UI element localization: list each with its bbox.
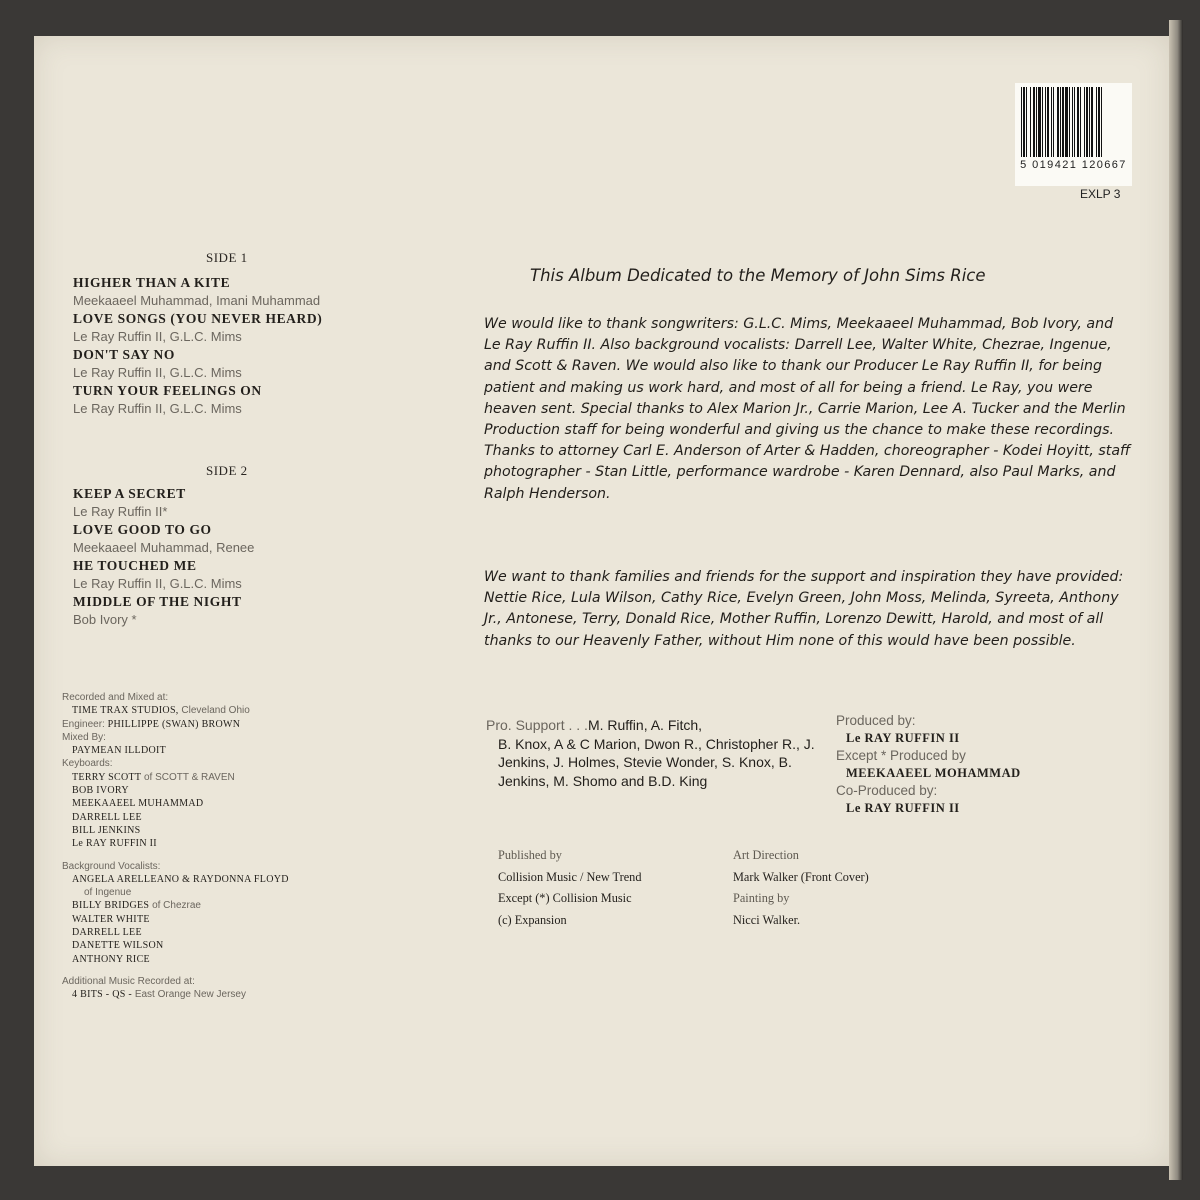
barcode-bar bbox=[1098, 87, 1100, 157]
art-direction-label: Art Direction bbox=[733, 848, 799, 862]
publisher-line: Collision Music / New Trend bbox=[498, 869, 642, 884]
painter: Nicci Walker. bbox=[733, 912, 801, 927]
barcode-bar bbox=[1062, 87, 1064, 157]
track-title: DON'T SAY NO bbox=[73, 347, 175, 362]
mixed-label: Mixed By: bbox=[62, 731, 106, 743]
barcode-bar bbox=[1053, 87, 1054, 157]
track-writers: Le Ray Ruffin II, G.L.C. Mims bbox=[73, 576, 242, 591]
side1-heading: SIDE 1 bbox=[206, 250, 248, 265]
keyboards-name: Le RAY RUFFIN II bbox=[72, 838, 157, 850]
studio-name: TIME TRAX STUDIOS, bbox=[72, 705, 179, 717]
barcode-bar bbox=[1077, 87, 1079, 157]
vocalists-group bbox=[62, 886, 322, 899]
track-title: MIDDLE OF THE NIGHT bbox=[73, 594, 242, 609]
keyboards-line bbox=[62, 771, 322, 784]
barcode-bar bbox=[1074, 87, 1075, 157]
barcode-bar bbox=[1096, 87, 1097, 157]
track-title: HE TOUCHED ME bbox=[73, 558, 197, 573]
except-producer-name: MEEKAAEEL MOHAMMAD bbox=[846, 765, 1021, 780]
barcode-bar bbox=[1057, 87, 1059, 157]
engineer-line bbox=[62, 718, 322, 731]
track-writers: Meekaaeel Muhammad, Imani Muhammad bbox=[73, 293, 321, 308]
publisher-line: (c) Expansion bbox=[498, 912, 567, 927]
track-title: KEEP A SECRET bbox=[73, 486, 186, 501]
publishing-credits bbox=[498, 845, 718, 931]
spacer bbox=[62, 851, 322, 860]
spacer bbox=[62, 966, 322, 975]
except-label: Except * Produced by bbox=[836, 748, 966, 764]
art-credits bbox=[733, 845, 953, 931]
track-list-item bbox=[73, 346, 383, 382]
vocalists-label: Background Vocalists: bbox=[62, 860, 161, 872]
barcode bbox=[1015, 83, 1132, 186]
keyboards-label: Keyboards: bbox=[62, 758, 113, 770]
barcode-bar bbox=[1080, 87, 1081, 157]
keyboards-name: MEEKAAEEL MUHAMMAD bbox=[72, 798, 204, 810]
track-writers: Le Ray Ruffin II, G.L.C. Mims bbox=[73, 401, 242, 416]
pro-support-first-line bbox=[486, 717, 702, 733]
vocalists-name: DANETTE WILSON bbox=[72, 940, 164, 952]
studio-line bbox=[62, 704, 322, 717]
track-list-item bbox=[73, 485, 383, 521]
additional-line bbox=[62, 988, 322, 1001]
vocalists-group: of Chezrae bbox=[152, 900, 201, 912]
barcode-bar bbox=[1065, 87, 1068, 157]
barcode-bar bbox=[1026, 87, 1027, 157]
pro-support bbox=[486, 716, 816, 790]
barcode-bar bbox=[1084, 87, 1085, 157]
track-writers: Le Ray Ruffin II, G.L.C. Mims bbox=[73, 365, 242, 380]
barcode-bar bbox=[1069, 87, 1070, 157]
barcode-bar bbox=[1089, 87, 1090, 157]
barcode-bar bbox=[1060, 87, 1061, 157]
keyboards-name: BILL JENKINS bbox=[72, 824, 141, 836]
additional-studio: 4 BITS - QS - bbox=[72, 989, 133, 1001]
barcode-bars bbox=[1021, 87, 1127, 157]
pro-support-label: Pro. Support . . . bbox=[486, 717, 588, 733]
barcode-bar bbox=[1033, 87, 1035, 157]
barcode-bar bbox=[1101, 87, 1102, 157]
vocalists-name: ANTHONY RICE bbox=[72, 953, 150, 965]
barcode-digits: 5 019421 120667 bbox=[1020, 159, 1127, 171]
track-writers: Bob Ivory * bbox=[73, 612, 137, 627]
publisher-line: Except (*) Collision Music bbox=[498, 891, 632, 905]
catalog-number: EXLP 3 bbox=[1080, 187, 1121, 201]
vocalists-name: DARRELL LEE bbox=[72, 927, 142, 939]
coproduced-label: Co-Produced by: bbox=[836, 783, 938, 799]
barcode-bar bbox=[1047, 87, 1049, 157]
recording-credits bbox=[62, 691, 322, 1002]
pro-support-first: M. Ruffin, A. Fitch, bbox=[587, 717, 703, 733]
track-list-item bbox=[73, 593, 383, 629]
barcode-bar bbox=[1086, 87, 1088, 157]
side1-tracklist bbox=[73, 274, 383, 418]
coproducer-name: Le RAY RUFFIN II bbox=[846, 800, 960, 815]
track-title: LOVE GOOD TO GO bbox=[73, 522, 212, 537]
additional-label: Additional Music Recorded at: bbox=[62, 975, 195, 987]
pro-support-names: B. Knox, A & C Marion, Dwon R., Christopher R., J. Jenkins, J. Holmes, Stevie Wonder, S. Knox, B. Jenkins, M. Shomo and B.D. King bbox=[498, 735, 815, 789]
barcode-bar bbox=[1036, 87, 1037, 157]
published-label: Published by bbox=[498, 848, 562, 862]
art-director: Mark Walker (Front Cover) bbox=[733, 869, 869, 884]
vocalists-name: ANGELA ARELLEANO & RAYDONNA FLOYD bbox=[72, 873, 289, 885]
side2-heading: SIDE 2 bbox=[206, 463, 248, 478]
barcode-bar bbox=[1042, 87, 1043, 157]
painting-label: Painting by bbox=[733, 891, 790, 905]
track-title: LOVE SONGS (YOU NEVER HEARD) bbox=[73, 311, 323, 326]
keyboards-name: BOB IVORY bbox=[72, 785, 129, 797]
recorded-label: Recorded and Mixed at: bbox=[62, 692, 169, 703]
track-writers: Meekaaeel Muhammad, Renee bbox=[73, 540, 255, 555]
producer-name: Le RAY RUFFIN II bbox=[846, 730, 960, 745]
track-title: TURN YOUR FEELINGS ON bbox=[73, 383, 262, 398]
additional-location: East Orange New Jersey bbox=[134, 989, 246, 1001]
barcode-bar bbox=[1038, 87, 1041, 157]
track-list-item bbox=[73, 521, 383, 557]
track-list-item bbox=[73, 274, 383, 310]
mixed-name: PAYMEAN ILLDOIT bbox=[72, 745, 167, 757]
track-writers: Le Ray Ruffin II* bbox=[73, 504, 168, 519]
barcode-bar bbox=[1045, 87, 1046, 157]
vocalists-group-text: of Ingenue bbox=[84, 887, 132, 899]
keyboards-name: DARRELL LEE bbox=[72, 811, 142, 823]
track-list-item bbox=[73, 382, 383, 418]
barcode-bar bbox=[1023, 87, 1025, 157]
produced-label: Produced by: bbox=[836, 713, 916, 728]
keyboards-name: TERRY SCOTT bbox=[72, 771, 142, 783]
track-list-item bbox=[73, 310, 383, 346]
engineer-name: PHILLIPPE (SWAN) BROWN bbox=[107, 718, 241, 730]
track-list-item bbox=[73, 557, 383, 593]
dedication: This Album Dedicated to the Memory of John Sims Rice bbox=[530, 266, 986, 285]
track-writers: Le Ray Ruffin II, G.L.C. Mims bbox=[73, 329, 242, 344]
vocalists-name: BILLY BRIDGES bbox=[72, 900, 150, 912]
barcode-bar bbox=[1051, 87, 1052, 157]
studio-location: Cleveland Ohio bbox=[181, 705, 250, 717]
track-title: HIGHER THAN A KITE bbox=[73, 275, 231, 290]
thanks-paragraph-1: We would like to thank songwriters: G.L.C. Mims, Meekaaeel Muhammad, Bob Ivory, and Le Ray Ruffin II. Also background vocalists: Darrell Lee, Walter White, Chezrae, Ingenue, and Scott & Raven. We would also like to thank our Producer Le Ray Ruffin II, for being patient and making us work hard, and most of all for being a friend. Le Ray, you were heaven sent. Special thanks to Alex Marion Jr., Carrie Marion, Lee A. Tucker and the Merlin Production staff for being wonderful and giving us the chance to make these recordings. Thanks to attorney Carl E. Anderson of Arter & Hadden, choreographer - Kodei Hoyitt, staff photographer - Stan Little, performance wardrobe - Karen Dennard, also Paul Marks, and Ralph Henderson. bbox=[484, 316, 1131, 502]
barcode-bar bbox=[1072, 87, 1073, 157]
barcode-bar bbox=[1030, 87, 1031, 157]
barcode-bar bbox=[1021, 87, 1022, 157]
keyboards-group: of SCOTT & RAVEN bbox=[143, 771, 235, 783]
production-credits bbox=[836, 712, 1096, 818]
thanks-paragraph-2: We want to thank families and friends for the support and inspiration they have provided: Nettie Rice, Lula Wilson, Cathy Rice, Evelyn Green, John Moss, Melinda, Syreeta, Anthony Jr., Antonese, Terry, Donald Rice, Mother Ruffin, Lorenzo Dewitt, Harold, and most of all thanks to our Heavenly Father, without Him none of this would have been possible. bbox=[484, 569, 1124, 649]
side2-tracklist bbox=[73, 485, 383, 629]
vocalists-name: WALTER WHITE bbox=[72, 913, 150, 925]
engineer-label: Engineer: bbox=[62, 718, 105, 730]
vocalists-line bbox=[62, 899, 322, 912]
sleeve-edge bbox=[1169, 20, 1183, 1180]
barcode-bar bbox=[1091, 87, 1093, 157]
